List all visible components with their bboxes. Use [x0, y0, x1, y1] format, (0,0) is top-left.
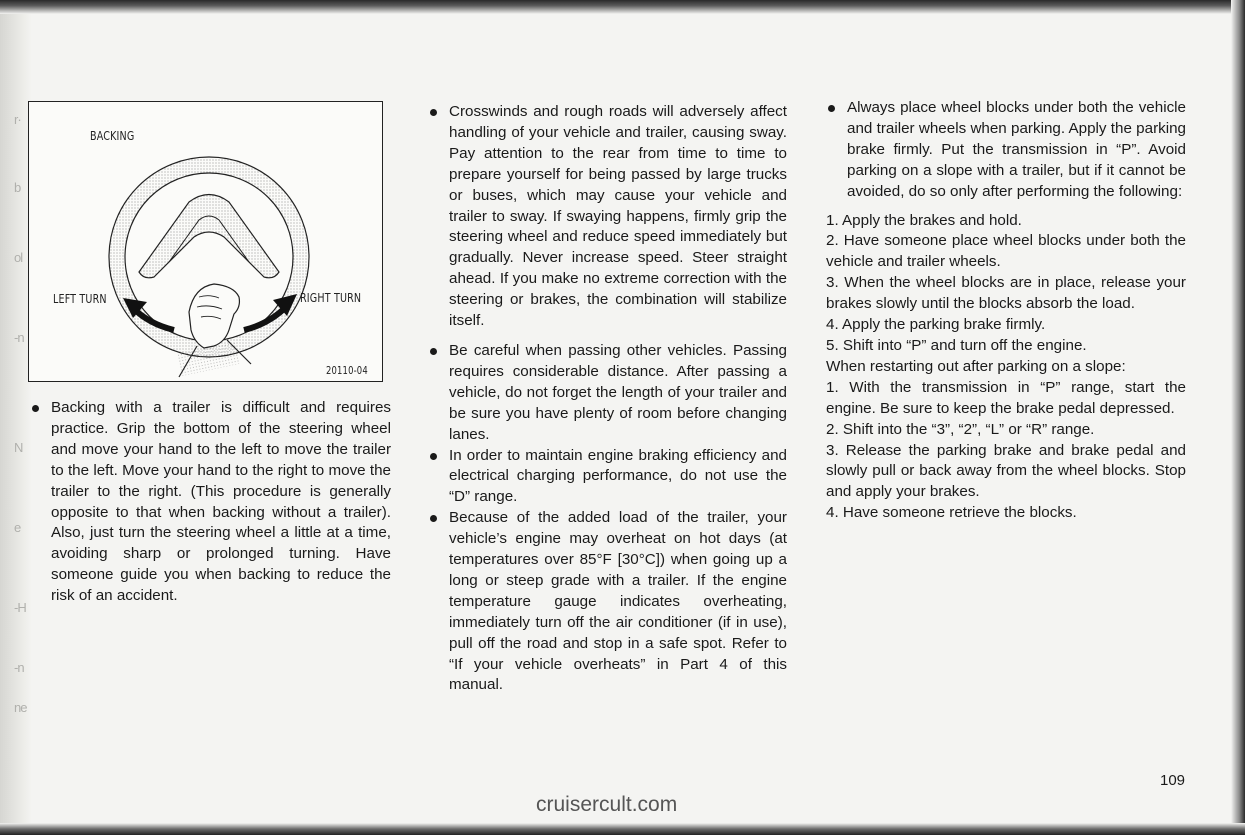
- passing-bullet: Be careful when passing other vehicles. Passing requires considerable distance. After passing a vehicle, do not forget the length of your trailer and be sure you have plenty of room before changing lanes.: [428, 341, 787, 446]
- restart-step-2: 2. Shift into the “3”, “2”, “L” or “R” range.: [826, 420, 1095, 438]
- watermark: cruisercult.com: [536, 793, 678, 816]
- label-left-turn: LEFT TURN: [53, 291, 107, 306]
- column-middle: [428, 102, 787, 696]
- bleed-through-text: r·: [14, 112, 21, 127]
- restart-step-1: 1. With the transmission in “P” range, start the engine. Be sure to keep the brake pedal depressed.: [826, 378, 1186, 417]
- crosswinds-bullet: Crosswinds and rough roads will adversely affect handling of your vehicle and trailer, causing sway. Pay attention to the rear from time to time to prepare yourself for being passed by large trucks or buses, which may cause your vehicle and trailer to sway. If swaying happens, firmly grip the steering wheel and reduce speed immediately but gradually. Never increase speed. Steer straight ahead. If you make no extreme correction with the steering or brakes, the combination will stabilize itself.: [428, 102, 787, 332]
- bleed-through-text: ne: [14, 700, 27, 715]
- column-right: [826, 98, 1186, 524]
- steering-wheel-figure: [28, 101, 383, 382]
- bleed-through-text: ol: [14, 250, 23, 265]
- page-number: 109: [1160, 772, 1186, 789]
- engine-braking-bullet: In order to maintain engine braking efficiency and electrical charging performance, do not use the “D” range.: [428, 446, 787, 509]
- overheat-bullet: Because of the added load of the trailer, your vehicle’s engine may overheat on hot days (at temperatures over 85°F [30°C]) when going up a long or steep grade with a trailer. If the engine temperature gauge indicates overheating, immediately turn off the air conditioner (if in use), pull off the road and stop in a safe spot. Refer to “If your vehicle overheats” in Part 4 of this manual.: [428, 508, 787, 696]
- column-left: [30, 398, 391, 607]
- bleed-through-text: b: [14, 180, 21, 195]
- bleed-through-text: e: [14, 520, 21, 535]
- parking-step-2: 2. Have someone place wheel blocks under both the vehicle and trailer wheels.: [826, 232, 1186, 271]
- parking-step-1: 1. Apply the brakes and hold.: [826, 211, 1022, 229]
- label-right-turn: RIGHT TURN: [300, 290, 362, 305]
- bleed-through-text: -n: [14, 660, 24, 675]
- wheel-blocks-bullet: Always place wheel blocks under both the vehicle and trailer wheels when parking. Apply the parking brake firmly. Put the transmission in “P”. Avoid parking on a slope with a trailer, but if it cannot be avoided, do so only after performing the following:: [826, 98, 1186, 203]
- bleed-through-text: -n: [14, 330, 24, 345]
- restart-step-3: 3. Release the parking brake and brake pedal and slowly pull or back away from the wheel blocks. Stop and apply your brakes.: [826, 441, 1186, 501]
- steering-wheel-illustration: [29, 102, 384, 383]
- restart-step-4: 4. Have someone retrieve the blocks.: [826, 504, 1077, 522]
- bleed-through-text: N: [14, 440, 23, 455]
- bleed-through-text: -H: [14, 600, 26, 615]
- restart-intro: When restarting out after parking on a slope:: [826, 357, 1126, 375]
- figure-code: 20110-04: [326, 364, 368, 377]
- label-backing: BACKING: [90, 128, 135, 143]
- parking-step-5: 5. Shift into “P” and turn off the engine.: [826, 336, 1087, 354]
- parking-step-3: 3. When the wheel blocks are in place, release your brakes slowly until the blocks absorb the load.: [826, 274, 1186, 313]
- parking-step-4: 4. Apply the parking brake firmly.: [826, 316, 1046, 334]
- page-bottom-edge: [0, 823, 1245, 835]
- page-top-edge: [0, 0, 1245, 14]
- page-right-edge: [1231, 0, 1245, 835]
- backing-bullet: Backing with a trailer is difficult and requires practice. Grip the bottom of the steering wheel and move your hand to the left to move the trailer to the left. Move your hand to the right to move the trailer to the right. (This procedure is generally opposite to that when backing without a trailer). Also, just turn the steering wheel a little at a time, avoiding sharp or prolonged turning. Have someone guide you when backing to reduce the risk of an accident.: [30, 398, 391, 607]
